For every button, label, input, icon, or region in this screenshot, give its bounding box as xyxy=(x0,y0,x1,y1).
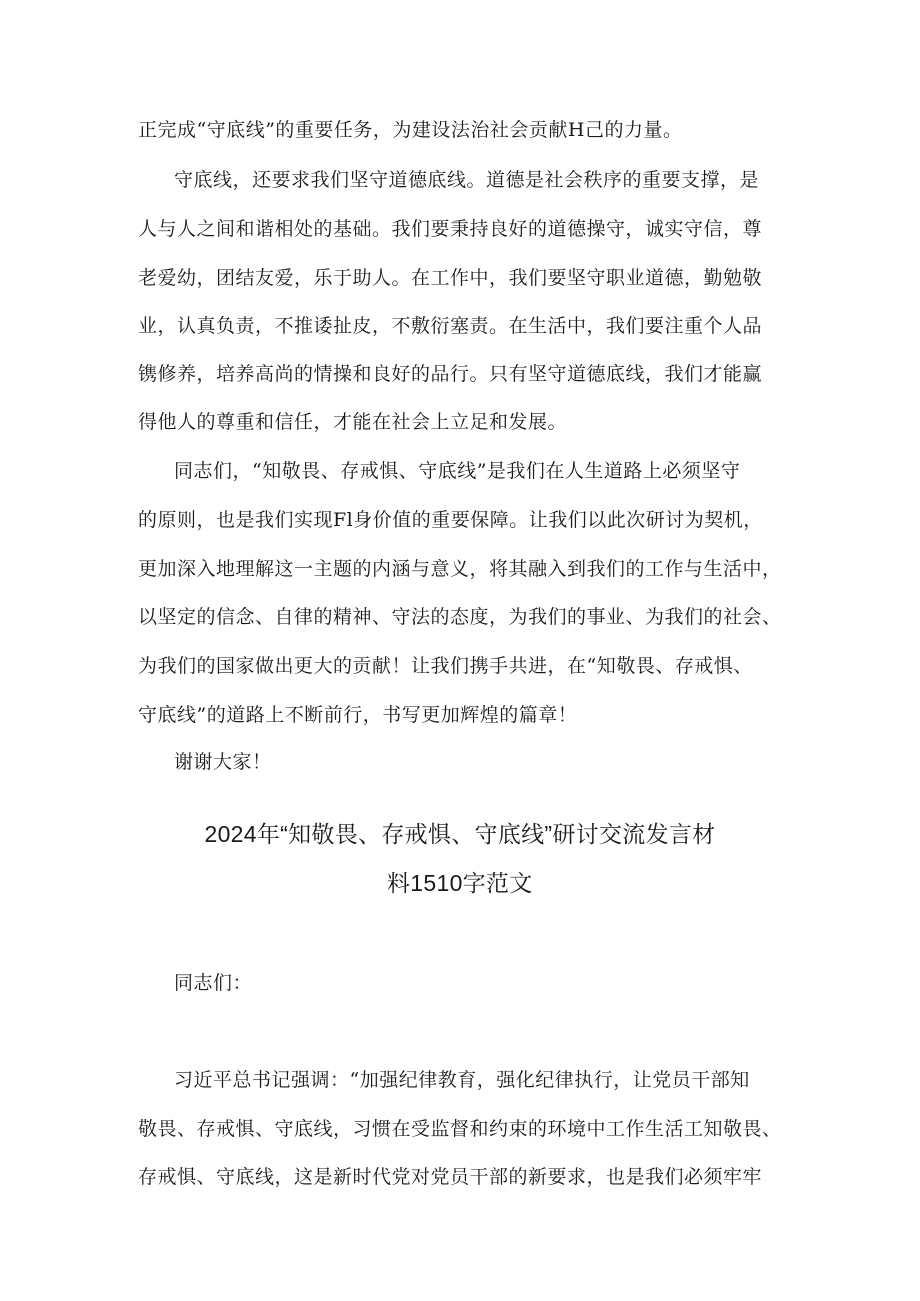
salutation: 同志们： xyxy=(174,972,253,994)
paragraph-line: 为我们的国家做出更大的贡献！让我们携手共进，在“知敬畏、存戒惧、 xyxy=(138,655,753,677)
paragraph-line: 敬畏、存戒惧、守底线，习惯在受监督和约束的环境中工作生活工知敬畏、 xyxy=(138,1118,782,1140)
paragraph-line: 守底线”的道路上不断前行，书写更加辉煌的篇章！ xyxy=(138,704,578,726)
closing-line: 谢谢大家！ xyxy=(174,751,272,773)
paragraph-line: 镌修养，培养高尚的情操和良好的品行。只有坚守道德底线，我们才能赢 xyxy=(138,363,763,385)
paragraph-line: 人与人之间和谐相处的基础。我们要秉持良好的道德操守，诚实守信，尊 xyxy=(138,218,763,240)
paragraph-line: 存戒惧、守底线，这是新时代党对党员干部的新要求，也是我们必须牢牢 xyxy=(138,1166,763,1188)
paragraph-line: 守底线，还要求我们坚守道德底线。道德是社会秩序的重要支撑，是 xyxy=(174,169,760,191)
paragraph-line: 习近平总书记强调：“加强纪律教育，强化纪律执行，让党员干部知 xyxy=(174,1069,750,1091)
paragraph-line: 得他人的尊重和信任，才能在社会上立足和发展。 xyxy=(138,411,568,433)
paragraph-line: 同志们，“知敬畏、存戒惧、守底线”是我们在人生道路上必须坚守 xyxy=(174,460,741,482)
document-title-line-1: 2024年“知敬畏、存戒惧、守底线”研讨交流发言材 xyxy=(204,821,716,847)
paragraph-line: 更加深入地理解这一主题的内涵与意义，将其融入到我们的工作与生活中， xyxy=(138,558,782,580)
document-title-line-2: 料1510字范文 xyxy=(387,870,533,896)
paragraph-line: 老爱幼，团结友爱，乐于助人。在工作中，我们要坚守职业道德，勤勉敬 xyxy=(138,267,763,289)
paragraph-line: 业，认真负责，不推诿扯皮，不敷衍塞责。在生活中，我们要注重个人品 xyxy=(138,315,763,337)
paragraph-line: 以坚定的信念、自律的精神、守法的态度，为我们的事业、为我们的社会、 xyxy=(138,606,782,628)
paragraph-line: 的原则，也是我们实现Fl身价值的重要保障。让我们以此次研讨为契机， xyxy=(138,509,763,531)
paragraph-line: 正完成“守底线”的重要任务，为建设法治社会贡献H己的力量。 xyxy=(138,119,683,141)
